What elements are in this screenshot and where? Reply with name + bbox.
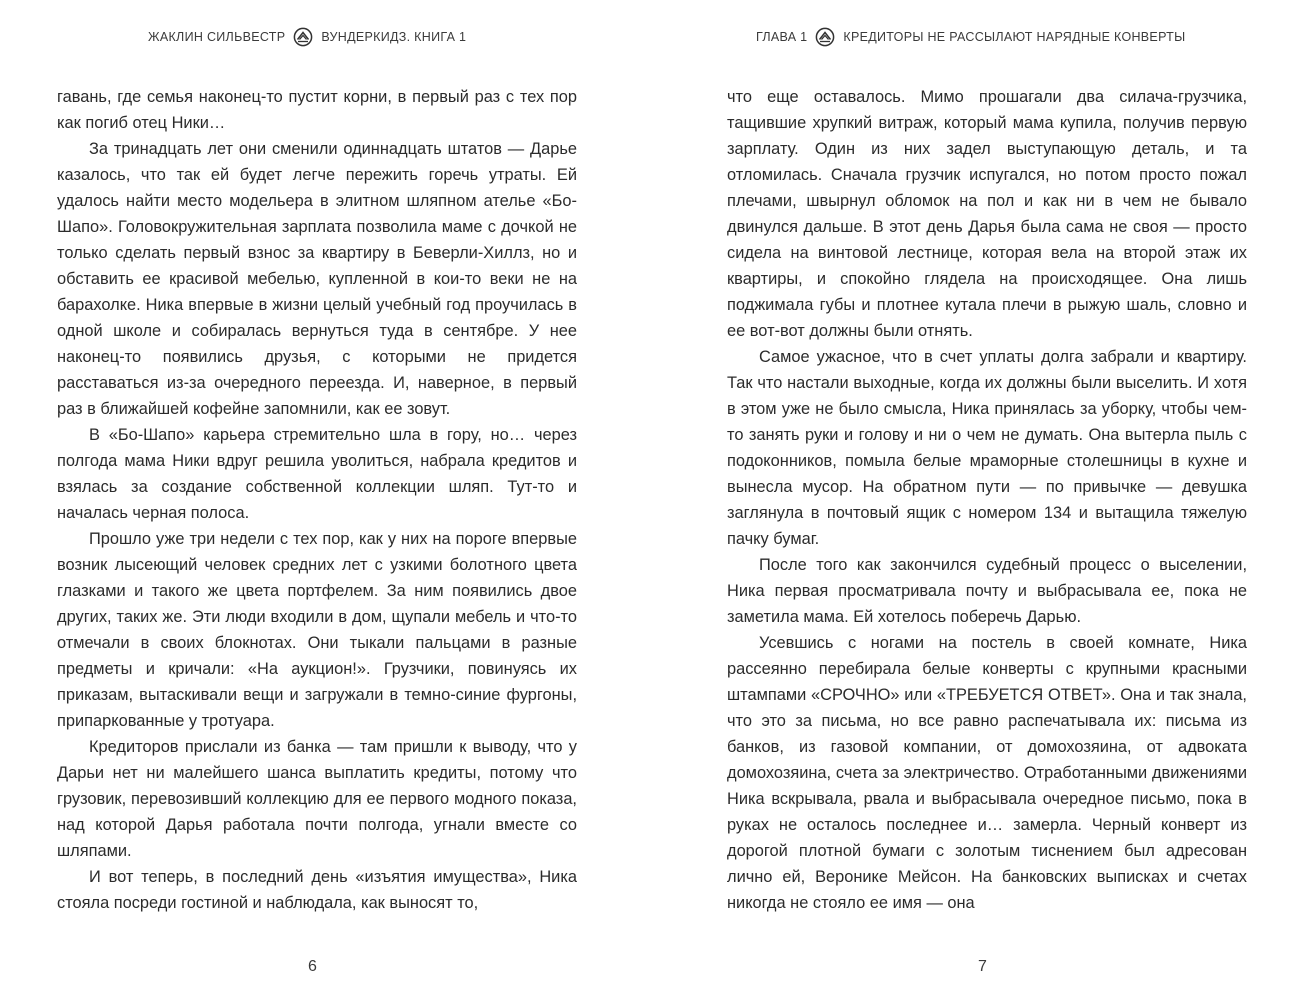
paragraph: Усевшись с ногами на постель в своей комнате, Ника рассеянно перебирала белые конверты с крупными красными штампами «СРОЧНО» или «ТРЕБУЕТСЯ ОТВЕТ». Она и так знала, что это за письма, но все равно распечатывала их: письма из банков, из газовой компании, от домохозяина, от адвоката домохозяина, счета за электричество. Отработанными движениями Ника вскрывала, рвала и выбрасывала очередное письмо, пока в руках не осталось последнее и… замерла. Черный конверт из дорогой плотной бумаги с золотым тиснением был адресован лично ей, Веронике Мейсон. На банковских выписках и счетах никогда не стояло ее имя — она (727, 634, 1247, 912)
paragraph: гавань, где семья наконец-то пустит корни, в первый раз с тех пор как погиб отец Ники… (57, 88, 577, 132)
paragraph: Самое ужасное, что в счет уплаты долга забрали и квартиру. Так что настали выходные, когда их должны были выселить. И хотя в этом уже не было смысла, Ника принялась за уборку, чтобы чем-то занять руки и голову и ни о чем не думать. Она вытерла пыль с подоконников, помыла белые мраморные столешницы в кухне и вынесла мусор. На обратном пути — по привычке — девушка заглянула в почтовый ящик с номером 134 и вытащила тяжелую пачку бумаг. (727, 348, 1247, 548)
book-title: ВУНДЕРКИДЗ. КНИГА 1 (321, 30, 467, 44)
right-page-text (727, 84, 1247, 916)
chapter-title: КРЕДИТОРЫ НЕ РАССЫЛАЮТ НАРЯДНЫЕ КОНВЕРТЫ (843, 30, 1186, 44)
running-head-left (148, 26, 466, 48)
paragraph: Прошло уже три недели с тех пор, как у них на пороге впервые возник лысеющий человек средних лет с узкими болотного цвета глазками и такого же цвета портфелем. За ним появились двое других, таких же. Эти люди входили в дом, щупали мебель и что-то отмечали в своих блокнотах. Они тыкали пальцами в разные предметы и кричали: «На аукцион!». Грузчики, повинуясь их приказам, вытаскивали вещи и загружали в темно-синие фургоны, припаркованные у тротуара. (57, 530, 577, 730)
chapter-label: ГЛАВА 1 (756, 30, 808, 44)
running-head-right (756, 26, 1185, 48)
publisher-emblem-icon (293, 27, 313, 47)
left-page-text (57, 84, 577, 916)
paragraph: В «Бо-Шапо» карьера стремительно шла в гору, но… через полгода мама Ники вдруг решила уволиться, набрала кредитов и взялась за создание собственной коллекции шляп. Тут-то и началась черная полоса. (57, 426, 577, 522)
paragraph: что еще оставалось. Мимо прошагали два силача-грузчика, тащившие хрупкий витраж, который мама купила, получив первую зарплату. Один из них задел выступающую деталь, и та отломилась. Сначала грузчик испугался, но потом просто пожал плечами, швырнул обломок на пол и как ни в чем не бывало двинулся дальше. В этот день Дарья была сама не своя — просто сидела на винтовой лестнице, которая вела на второй этаж их квартиры, и спокойно глядела на происходящее. Она лишь поджимала губы и плотнее кутала плечи в рыжую шаль, словно и ее вот-вот должны были отнять. (727, 88, 1247, 340)
paragraph: Кредиторов прислали из банка — там пришли к выводу, что у Дарьи нет ни малейшего шанса выплатить кредиты, потому что грузовик, перевозивший коллекцию для ее первого модного показа, над которой Дарья работала почти полгода, угнали вместе со шляпами. (57, 738, 577, 860)
page-number-left: 6 (308, 958, 317, 975)
paragraph: После того как закончился судебный процесс о выселении, Ника первая просматривала почту и выбрасывала ее, пока не заметила мама. Ей хотелось поберечь Дарью. (727, 556, 1247, 626)
publisher-emblem-icon (815, 27, 835, 47)
page-number-right: 7 (978, 958, 987, 975)
paragraph: За тринадцать лет они сменили одиннадцать штатов — Дарье казалось, что так ей будет легче пережить горечь утраты. Ей удалось найти место модельера в элитном шляпном ателье «Бо-Шапо». Головокружительная зарплата позволила маме с дочкой не только сделать первый взнос за квартиру в Беверли-Хиллз, но и обставить ее красивой мебелью, купленной в кои-то веки не на барахолке. Ника впервые в жизни целый учебный год проучилась в одной школе и собиралась вернуться туда в сентябре. У нее наконец-то появились друзья, с которыми не придется расставаться из-за очередного переезда. И, наверное, в первый раз в ближайшей кофейне запомнили, как ее зовут. (57, 140, 577, 418)
right-page (651, 0, 1301, 1000)
paragraph: И вот теперь, в последний день «изъятия имущества», Ника стояла посреди гостиной и наблюдала, как выносят то, (57, 868, 577, 912)
author-name: ЖАКЛИН СИЛЬВЕСТР (148, 30, 286, 44)
